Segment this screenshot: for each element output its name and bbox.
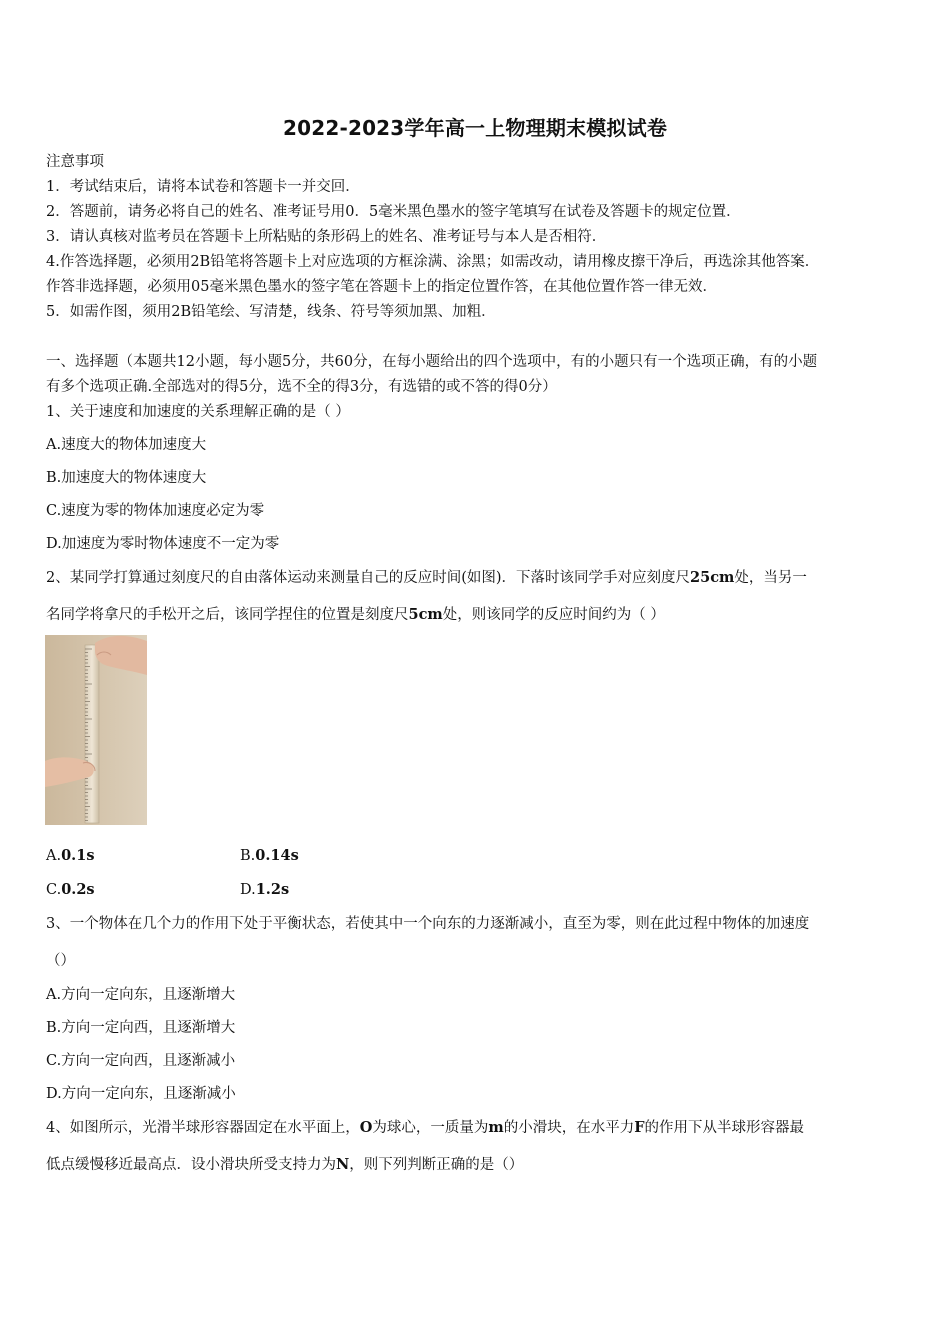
q2-stem-line1: [46, 568, 807, 588]
q2-stem-text: 2、某同学打算通过刻度尺的自由落体运动来测量自己的反应时间(如图)．下落时该同学手对应刻度尺: [46, 570, 691, 586]
q3-option-c: C.方向一定向西，且逐渐减小: [46, 1053, 236, 1069]
q4-stem-text: 的作用下从半球形容器最: [644, 1120, 805, 1136]
q4-stem-text: 的小滑块，在水平力: [503, 1120, 635, 1136]
q2-stem-text: 处，当另一: [734, 570, 807, 586]
q3-option-a: A.方向一定向东，且逐渐增大: [46, 987, 236, 1003]
ruler-hand-illustration: [45, 635, 147, 825]
q2-option-a-value: 0.1s: [61, 847, 95, 864]
q4-stem-text: ，则下列判断正确的是（）: [349, 1157, 524, 1173]
q4-symbol-n: N: [336, 1156, 350, 1173]
q1-option-b: B.加速度大的物体速度大: [46, 470, 207, 486]
notice-item-2: 2．答题前，请务必将自己的姓名、准考证号用0．5毫米黑色墨水的签字笔填写在试卷及答题卡的规定位置．: [46, 204, 741, 220]
q2-stem-line2: [46, 605, 665, 625]
q4-symbol-m: m: [488, 1119, 504, 1136]
q2-option-b-value: 0.14s: [255, 847, 299, 864]
q3-option-b: B.方向一定向西，且逐渐增大: [46, 1020, 236, 1036]
notice-item-4-cont: 作答非选择题，必须用05毫米黑色墨水的签字笔在答题卡上的指定位置作答，在其他位置作答一律无效．: [46, 279, 717, 295]
q4-symbol-o: O: [359, 1119, 373, 1136]
q2-option-b: [240, 846, 299, 866]
q2-option-b-letter: B.: [240, 848, 256, 864]
q4-stem-line2: [46, 1155, 523, 1175]
q2-stem-text: 名同学将拿尺的手松开之后，该同学捏住的位置是刻度尺: [46, 607, 409, 623]
q2-option-c-letter: C.: [46, 882, 62, 898]
q3-stem-line2: （）: [46, 953, 75, 969]
q1-option-a: A.速度大的物体加速度大: [46, 437, 207, 453]
q3-stem-line1: 3、一个物体在几个力的作用下处于平衡状态，若使其中一个向东的力逐渐减小，直至为零，则在此过程中物体的加速度: [46, 916, 810, 932]
section-heading-line2: 有多个选项正确.全部选对的得5分，选不全的得3分，有选错的或不答的得0分）: [46, 379, 557, 395]
notice-heading: 注意事项: [46, 154, 104, 170]
q2-option-c-value: 0.2s: [61, 881, 95, 898]
notice-item-1: 1．考试结束后，请将本试卷和答题卡一并交回．: [46, 179, 360, 195]
q4-stem-text: 为球心，一质量为: [372, 1120, 489, 1136]
q1-option-c: C.速度为零的物体加速度必定为零: [46, 503, 265, 519]
q4-stem-text: 低点缓慢移近最高点．设小滑块所受支持力为: [46, 1157, 336, 1173]
q3-option-d: D.方向一定向东，且逐渐减小: [46, 1086, 236, 1102]
q4-stem-text: 4、如图所示，光滑半球形容器固定在水平面上，: [46, 1120, 360, 1136]
q4-stem-line1: [46, 1118, 804, 1138]
notice-item-5: 5．如需作图，须用2B铅笔绘、写清楚，线条、符号等须加黑、加粗．: [46, 304, 496, 320]
q4-symbol-f: F: [634, 1119, 645, 1136]
q2-option-d-letter: D.: [240, 882, 256, 898]
q1-stem: 1、关于速度和加速度的关系理解正确的是（ ）: [46, 404, 350, 420]
notice-item-3: 3．请认真核对监考员在答题卡上所粘贴的条形码上的姓名、准考证号与本人是否相符．: [46, 229, 607, 245]
page-title: 2022-2023学年高一上物理期末模拟试卷: [282, 116, 668, 140]
notice-item-4: 4.作答选择题，必须用2B铅笔将答题卡上对应选项的方框涂满、涂黑；如需改动，请用橡皮擦干净后，再选涂其他答案．: [46, 254, 820, 270]
q2-option-d: [240, 880, 289, 900]
q2-stem-text: 处，则该同学的反应时间约为（ ）: [442, 607, 665, 623]
section-heading-line1: 一、选择题（本题共12小题，每小题5分，共60分，在每小题给出的四个选项中，有的小题只有一个选项正确，有的小题: [46, 354, 818, 370]
q2-value-5cm: 5cm: [408, 606, 443, 623]
ruler-hand-photo: [45, 635, 147, 825]
q2-option-d-value: 1.2s: [255, 881, 290, 898]
q2-value-25cm: 25cm: [690, 569, 735, 586]
q2-option-a: [46, 846, 94, 866]
q2-option-c: [46, 880, 95, 900]
q1-option-d: D.加速度为零时物体速度不一定为零: [46, 536, 280, 552]
q2-option-a-letter: A.: [46, 848, 62, 864]
